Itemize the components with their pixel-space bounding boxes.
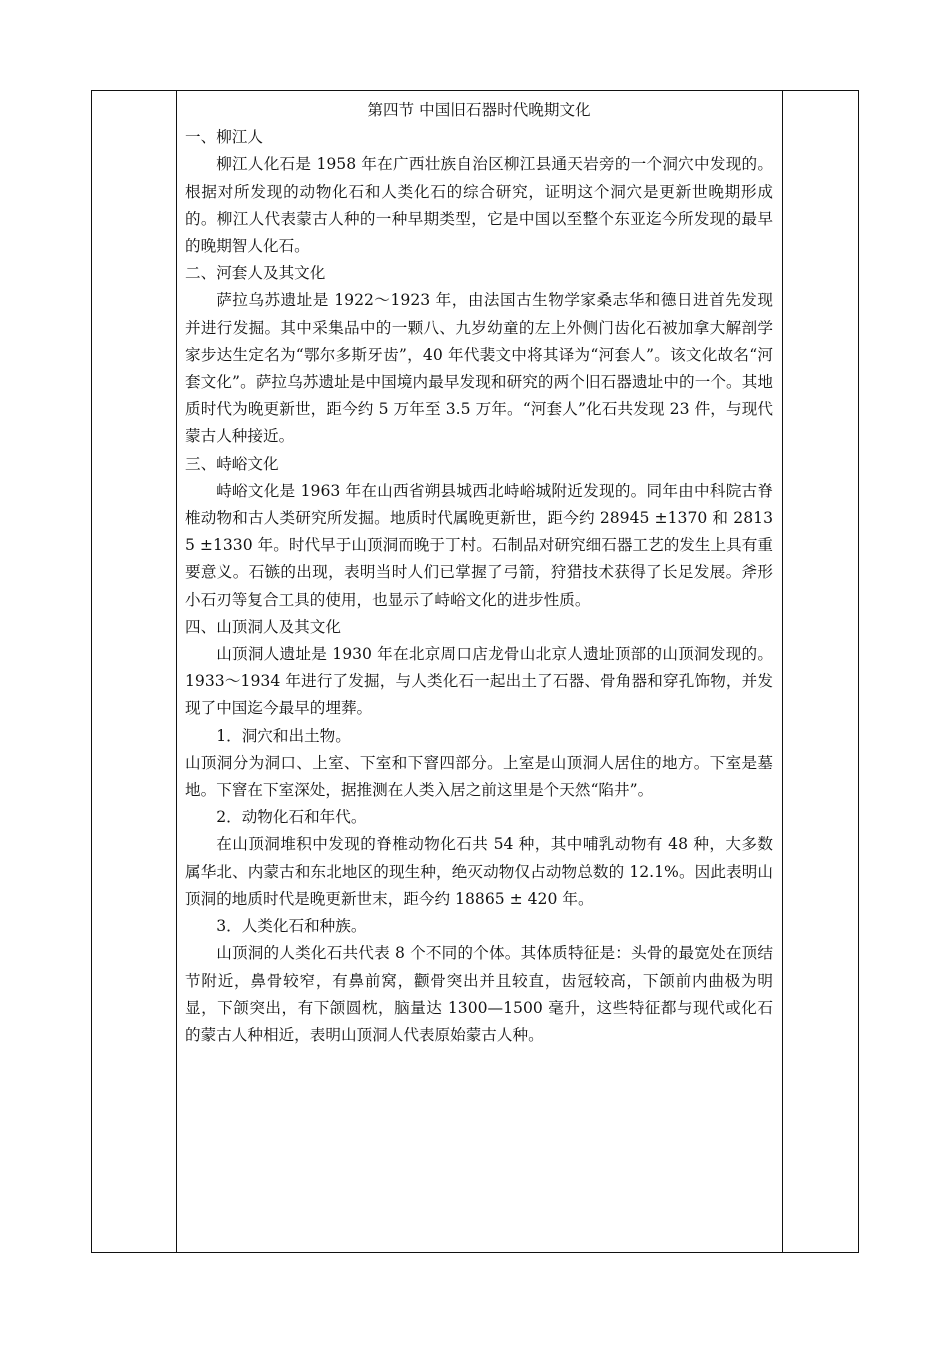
paragraph-liujiang: 柳江人化石是 1958 年在广西壮族自治区柳江县通天岩旁的一个洞穴中发现的。根据对所发现的动物化石和人类化石的综合研究，证明这个洞穴是更新世晚期形成的。柳江人代表蒙古人种的一种早期类型，它是中国以至整个东亚迄今所发现的最早的晚期智人化石。 <box>185 155 773 256</box>
subheading-cave: 1．洞穴和出土物。 <box>216 726 351 745</box>
section-title: 第四节 中国旧石器时代晚期文化 <box>367 101 591 119</box>
table-row <box>92 91 859 1253</box>
heading-shiyu: 三、峙峪文化 <box>185 454 279 473</box>
left-cell <box>92 91 177 1253</box>
heading-hetao: 二、河套人及其文化 <box>185 264 326 283</box>
subheading-race: 3．人类化石和种族。 <box>216 917 367 936</box>
paragraph-race: 山顶洞的人类化石共代表 8 个不同的个体。其体质特征是：头骨的最宽处在顶结节附近，鼻骨较窄，有鼻前窝，颧骨突出并且较直，齿冠较高，下颌前内曲极为明显，下颌突出，有下颌圆枕，脑量达 1300—1500 毫升，这些特征都与现代或化石的蒙古人种相近，表明山顶洞人代表原始蒙古人种。 <box>185 944 773 1044</box>
content-cell <box>177 91 783 1253</box>
paragraph-shiyu: 峙峪文化是 1963 年在山西省朔县城西北峙峪城附近发现的。同年由中科院古脊椎动物和古人类研究所发掘。地质时代属晚更新世，距今约 28945 ±1370 和 28135 ±1330 年。时代早于山顶洞而晚于丁村。石制品对研究细石器工艺的发生上具有重要意义。石镞的出现，表明当时人们已掌握了弓箭，狩猎技术获得了长足发展。斧形小石刃等复合工具的使用，也显示了峙峪文化的进步性质。 <box>185 481 773 609</box>
subheading-fossils: 2．动物化石和年代。 <box>216 808 367 827</box>
heading-shandingdong: 四、山顶洞人及其文化 <box>185 617 341 636</box>
paragraph-hetao: 萨拉乌苏遗址是 1922～1923 年，由法国古生物学家桑志华和德日进首先发现并进行发掘。其中采集品中的一颗八、九岁幼童的左上外侧门齿化石被加拿大解剖学家步达生定名为“鄂尔多斯牙齿”，40 年代裴文中将其译为“河套人”。该文化故名“河套文化”。萨拉乌苏遗址是中国境内最早发现和研究的两个旧石器遗址中的一个。其地质时代为晚更新世，距今约 5 万年至 3.5 万年。“河套人”化石共发现 23 件，与现代蒙古人种接近。 <box>185 291 773 446</box>
paragraph-shandingdong: 山顶洞人遗址是 1930 年在北京周口店龙骨山北京人遗址顶部的山顶洞发现的。1933～1934 年进行了发掘，与人类化石一起出土了石器、骨角器和穿孔饰物，并发现了中国迄今最早的埋葬。 <box>185 645 773 718</box>
lesson-table <box>91 90 859 1253</box>
paragraph-fossils: 在山顶洞堆积中发现的脊椎动物化石共 54 种，其中哺乳动物有 48 种，大多数属华北、内蒙古和东北地区的现生种，绝灭动物仅占动物总数的 12.1%。因此表明山顶洞的地质时代是晚更新世末，距今约 18865 ± 420 年。 <box>185 835 773 908</box>
right-cell <box>783 91 859 1253</box>
paragraph-cave: 山顶洞分为洞口、上室、下室和下窨四部分。上室是山顶洞人居住的地方。下室是墓地。下窨在下室深处，据推测在人类入居之前这里是个天然“陷井”。 <box>185 753 773 800</box>
lesson-content <box>177 91 782 1049</box>
heading-liujiang: 一、柳江人 <box>185 128 263 147</box>
